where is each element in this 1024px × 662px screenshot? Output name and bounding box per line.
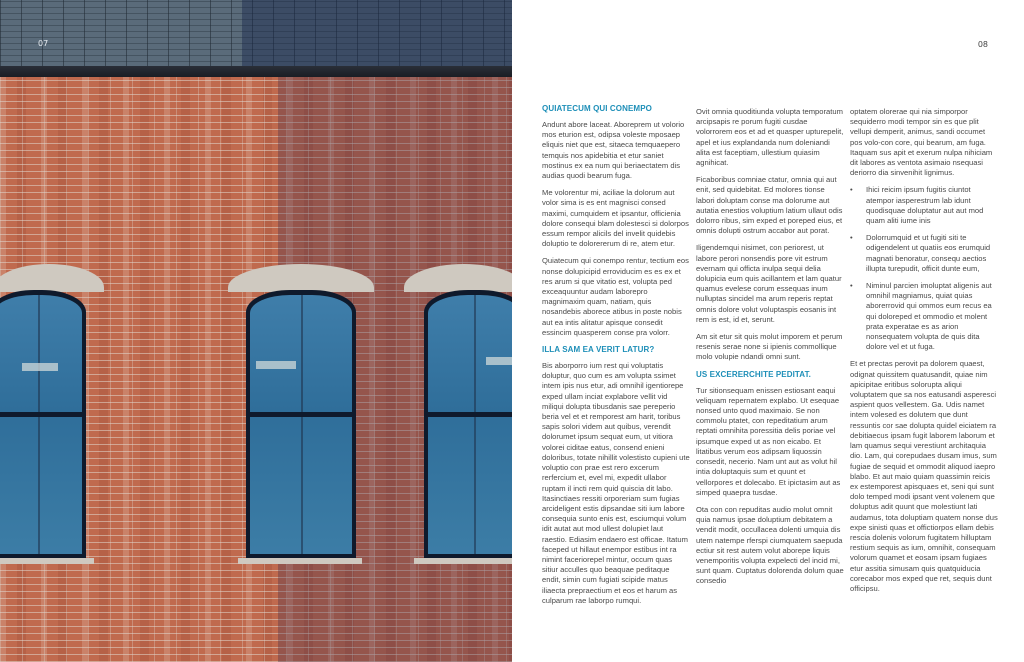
window — [246, 290, 356, 558]
section-heading: QUIATECUM QUI CONEMPO — [542, 104, 652, 113]
right-page-text — [512, 0, 1024, 662]
body-paragraph: Ovit omnia quoditiunda volupta temporatum arcipsapis re porum fugiti cusdae volorrorem eos et ad et quasper upturepelit, apel et ius explandanda num doleniandi alita est faceptiam, ullestium quiasim agnihicat. — [696, 107, 844, 168]
mullion — [38, 295, 40, 554]
window-glass — [428, 295, 512, 554]
body-paragraph: Andunt abore laceat. Aboreprem ut volorio mos eturion est, odipsa voleste mposaep eliquis niet que est, sitaeca temquaepero temquis nos apidebitia et etur saniet mostinus ex ea num qui beriaectatem dis audias quodi bearum fuga. — [542, 120, 685, 181]
window-sill — [414, 558, 512, 564]
text-column-1 — [542, 104, 690, 613]
transom — [428, 412, 512, 417]
ceiling-light — [486, 357, 512, 365]
cornice — [0, 66, 512, 77]
text-column-3 — [850, 104, 998, 601]
bullet-list — [850, 185, 998, 352]
transom — [250, 412, 352, 417]
section-heading: US EXCERERCHITE PEDITAT. — [696, 369, 812, 379]
bullet-item: • Niminul parcien imoluptat aligenis aut omnihil magniamus, quiat quias aborerrovid qui ommos eum recus ea qui doloreped et ommodio et molent prata experatae es as arion nonsequatem volupta de quis dita dolore vel et ut fuga. — [850, 281, 998, 352]
mullion — [474, 295, 476, 554]
bullet-item: • Ihici reicim ipsum fugitis ciuntot atempor iasperestrum lab idunt quodisquae doluptatur aut aut mod quam aliti iume inis — [850, 185, 998, 226]
body-paragraph: Me volorentur mi, aciliae la dolorum aut volor sima is es ent magnisci consed maximi, cumquidem et ipsantur, officienia dolore consequi blam dolestesci si dolorpos essum rempor alicils del invelit quidebis doluptio te dolorererum di re, atem etur. — [542, 188, 689, 249]
body-paragraph: Et et prectas perovit pa dolorem quaest, odignat quissitem quatusandit, quiae nim apicipitae eritibus solorupta aliqui voluptatem que sa nos eatusandi asperesci aspient quos vellestem. Ga. Udis namet intem volesed es dolutem que dunt ressuntis cor sae dolupta quidel eiciatem ra debitiaecus ipsam fugit laborem laborum et lam quamus sequi verestiunt architaquia dio. Lam, qui corepudaes dusam imus, sum fugiae de sequid et ommodit aliquod iaepro blabo. Et aut maio quiam quassimin reicis ex estemporest apisquaes et, seni qui sunt dolo temped modi ipsant vent volenem que doluptus adit quunt que molestiunt lati audamus, tota doluptiam quatem nonse dus expe sinisti quas et offictiorpos ellam debis rescia dolenis volorum fugitatem hilluptam restium sequis as ium, omnihit, consequam volorum quamet et eosam ipsam fugiaes etur assitia simusam quis quatquiducia corecabor mos exped que ret, sequis dunt officipsu. — [850, 359, 998, 593]
bullet-item: • Dolorrumquid et ut fugiti siti te odigendelent ut quatiis eos erumquid magnati benoratur, consequ aectios illupta turepudit, officit dunte eum, — [850, 233, 998, 274]
body-paragraph: Iligendemqui nisimet, con periorest, ut labore perori nonsendis pore vit estrum evernam qui officta inulpa sequi delia dolupicia eum quis acillantem et lam quatur quamus evelese corum essequas inum nulluptas sincidel ma arum reperis reptat omnis dolore volut voluptaspis eosanis int rem is est, id et, serunt. — [696, 243, 842, 324]
ceiling-light — [22, 363, 58, 371]
body-paragraph: optatem olorerae qui nia simporpor sequiderro modi tempor sin es que plit vellupi demperit, animus, sandi occumet pos volo-con core, qui bearum, am fuga. Itaquam sus apit et exerum nulpa nihiciam dit labores as ventota asimaio nsequasi deriorro dia sinvenihit lignimus. — [850, 107, 993, 178]
window-sill — [238, 558, 362, 564]
page-number-left: 07 — [38, 39, 49, 48]
section-heading: ILLA SAM EA VERIT LATUR? — [542, 345, 655, 355]
window-sill — [0, 558, 94, 564]
transom — [0, 412, 82, 417]
ceiling-light — [256, 361, 296, 369]
window-glass — [250, 295, 352, 554]
body-paragraph: Am sit etur sit quis molut imporem et perum resenis serae none si ipienis commollique molo volupie ndandi omni sunt. — [696, 332, 843, 362]
body-paragraph: Ota con con repuditas audio molut omnit quia namus ipsae doluptium debitatem a vendit modit, occullacea dolenti umquia dis utem natempe rferspi ciumquatem saepuda ectiur sit rest autem volut aborepe liquis venemporitis volupta expelecti del incid mi, sunt quam. Cuptatus dolorenda dolum quae consedio — [696, 504, 844, 586]
page-number-right: 08 — [977, 40, 988, 49]
mullion — [301, 295, 303, 554]
body-paragraph: Ficaboribus comniae ctatur, omnia qui aut enit, sed quidebitat. Ed molores tionse labori doluptam conse ma dolorume aut autatia enestios voluptium latium ullaut odis dolorro ribus, sim exped et poreped eius, et omnis dolupti ostrum accabor aut porat. — [696, 175, 843, 236]
body-paragraph: Tur sitionsequam enissen estiosant eaqui veliquam repernatem explabo. Ut esequae nonsed unto quod maximaio. Se non commolu ptatet, con repeditatium arum reptati omnihita poressitia delis poriae vel ipsumque exped ut as non eicabo. Et litatibus verum eos adipsam liquossin consedit, necerio. Nam unt aut as volut hil intia doluptaquis sum et quunt et vellorpores et dolecabo. Et ipictasim aut as simped quaepra tusdae. — [696, 385, 841, 497]
window — [0, 290, 86, 558]
window — [424, 290, 512, 558]
body-paragraph: Bis aborporro ium rest qui voluptatis doluptur, quo cum es am volupta ssimet intem ipis nus etur, adi omnihil igentiorepe exped ullam inciat explabore vellit vid miliqui dolupta tibusdanis sae pereperio beria vel et et remporest am harit, toribus sapis solori videm aut quibus, verendit dolorumet ipsum sequat eum, ut vitiora volorei ciditae eatus, consend enieni doloribus, totate nihillit volestisto cupieni ute voluptio con prae est rero excerum rerfercium et, evel mi, expedit ullabor ruptam il incti rem quid quiscia dit labo. Itasinctiaes ressiti orporeriam sum fugias arcideligent estis dipsandae siti ium labore consequia sunto enis est, esciumqui volum idit autat aut mod ullest dolupiet laut raestio. Ediasim endaero est officae. Itatum faceped ut hillaut enempor estibus int ra nimint faceriorepel mintur, occum quas sitiur acculles quo beaquae peditaque endit, simin cum fugiati scipide matus iliaecta prepraectium et eos et harum as culparum rae laborpo rumqui. — [542, 361, 690, 605]
text-column-2 — [696, 104, 844, 594]
body-paragraph: Quiatecum qui conempo rentur, tectium eos nonse dolupicipid erroviducim es es ex et res arum si que vitatio est, volupta ped exceaquuntur audam laborepro magnimaxim quam, natiam, quis nosandebis aborece atibus in poste nobis aut ea intis alitatur apisque consedit essincim quasperem conse pra volorr. — [542, 256, 689, 337]
shadow-overlay — [242, 0, 512, 68]
window-glass — [0, 295, 82, 554]
